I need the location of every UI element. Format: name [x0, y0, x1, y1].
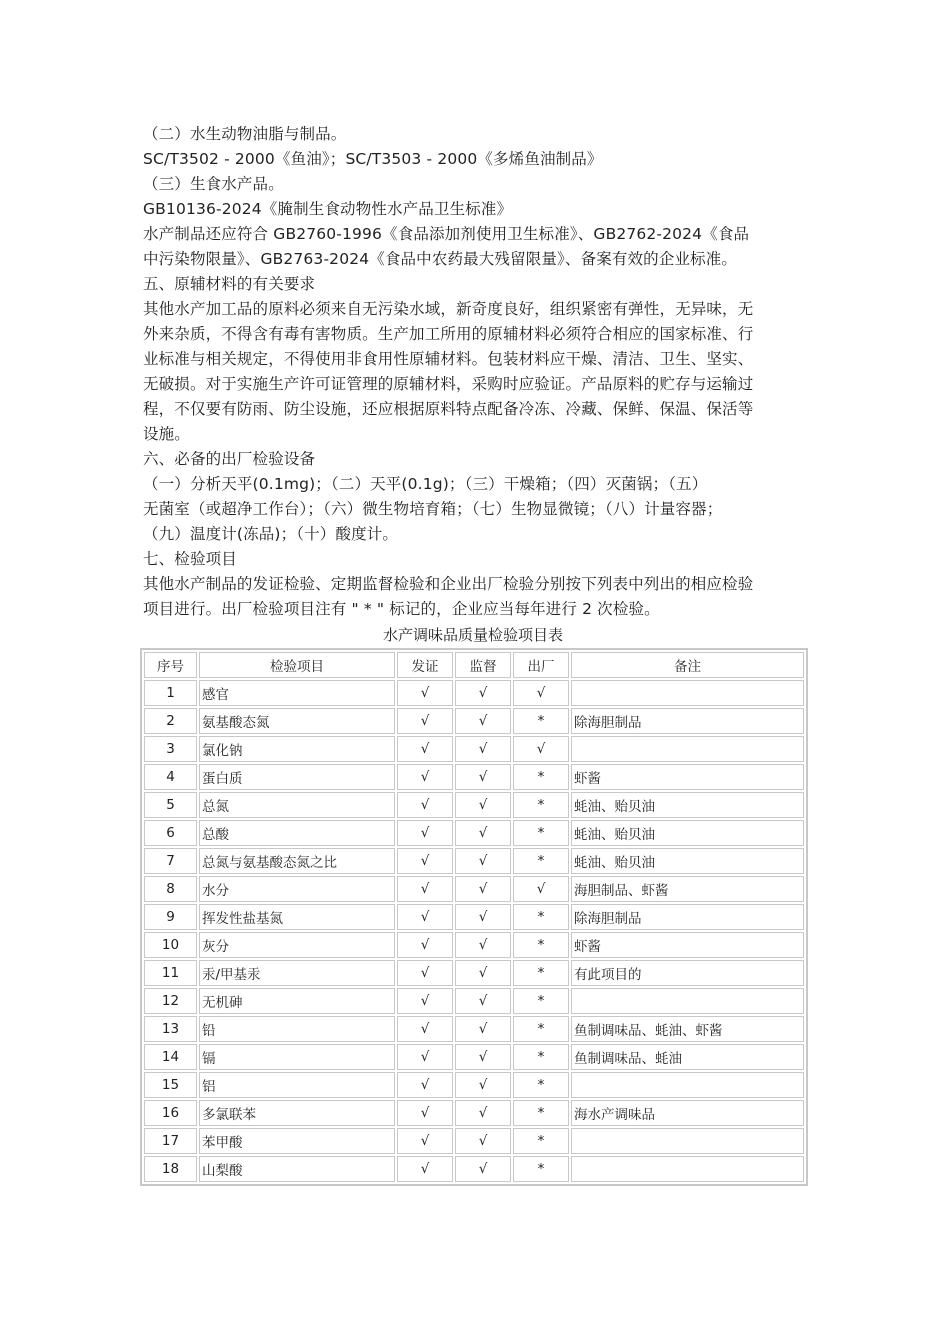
cell-remarks: 除海胆制品 [571, 708, 804, 734]
cell-license: √ [397, 1016, 453, 1042]
table-row [144, 876, 804, 902]
cell-item: 水分 [199, 876, 395, 902]
text-line: 项目进行。出厂检验项目注有 " * " 标记的，企业应当每年进行 2 次检验。 [143, 600, 660, 618]
cell-supervision: √ [455, 820, 511, 846]
cell-item: 铝 [199, 1072, 395, 1098]
cell-factory: * [513, 1100, 569, 1126]
cell-license: √ [397, 1100, 453, 1126]
cell-remarks: 海胆制品、虾酱 [571, 876, 804, 902]
cell-remarks: 蚝油、贻贝油 [571, 820, 804, 846]
text-line: 无破损。对于实施生产许可证管理的原辅材料，采购时应验证。产品原料的贮存与运输过 [143, 375, 754, 393]
cell-factory: * [513, 764, 569, 790]
cell-supervision: √ [455, 1044, 511, 1070]
cell-no: 8 [144, 876, 197, 902]
table-row [144, 932, 804, 958]
cell-no: 6 [144, 820, 197, 846]
text-line: 设施。 [143, 425, 190, 443]
cell-no: 1 [144, 680, 197, 706]
text-line: 中污染物限量》、GB2763-2024《食品中农药最大残留限量》、备案有效的企业标准。 [143, 250, 738, 268]
table-row [144, 848, 804, 874]
cell-factory: √ [513, 876, 569, 902]
table-row [144, 1016, 804, 1042]
cell-remarks: 鱼制调味品、蚝油、虾酱 [571, 1016, 804, 1042]
cell-license: √ [397, 960, 453, 986]
cell-factory: * [513, 1072, 569, 1098]
text-line: 七、检验项目 [143, 550, 237, 568]
cell-license: √ [397, 1072, 453, 1098]
inspection-items-table [140, 648, 808, 1186]
cell-factory: * [513, 960, 569, 986]
text-line: （九）温度计(冻品)；（十）酸度计。 [143, 525, 399, 543]
text-line: 程，不仅要有防雨、防尘设施，还应根据原料特点配备冷冻、冷藏、保鲜、保温、保活等 [143, 400, 754, 418]
text-line: （一）分析天平(0.1mg)；（二）天平(0.1g)；（三）干燥箱；（四）灭菌锅；（五） [143, 475, 708, 493]
cell-remarks: 蚝油、贻贝油 [571, 848, 804, 874]
cell-factory: √ [513, 736, 569, 762]
cell-item: 镉 [199, 1044, 395, 1070]
cell-item: 总氮 [199, 792, 395, 818]
cell-supervision: √ [455, 1156, 511, 1182]
document-text [143, 122, 803, 622]
cell-remarks [571, 1128, 804, 1154]
cell-no: 4 [144, 764, 197, 790]
table-row [144, 736, 804, 762]
table-row [144, 792, 804, 818]
table-row [144, 1100, 804, 1126]
cell-factory: * [513, 932, 569, 958]
cell-remarks [571, 1072, 804, 1098]
cell-factory: * [513, 1156, 569, 1182]
cell-supervision: √ [455, 736, 511, 762]
cell-factory: * [513, 988, 569, 1014]
cell-remarks: 蚝油、贻贝油 [571, 792, 804, 818]
table-row [144, 960, 804, 986]
cell-factory: * [513, 848, 569, 874]
cell-supervision: √ [455, 1072, 511, 1098]
cell-license: √ [397, 988, 453, 1014]
text-line: 其他水产加工品的原料必须来自无污染水域，新奇度良好，组织紧密有弹性，无异味，无 [143, 300, 754, 318]
cell-supervision: √ [455, 764, 511, 790]
cell-supervision: √ [455, 1100, 511, 1126]
cell-item: 多氯联苯 [199, 1100, 395, 1126]
header-remarks: 备注 [571, 652, 804, 678]
text-line: 外来杂质，不得含有毒有害物质。生产加工所用的原辅材料必须符合相应的国家标准、行 [143, 325, 754, 343]
table-row [144, 764, 804, 790]
cell-no: 15 [144, 1072, 197, 1098]
table-row [144, 988, 804, 1014]
cell-no: 16 [144, 1100, 197, 1126]
cell-supervision: √ [455, 1128, 511, 1154]
cell-supervision: √ [455, 932, 511, 958]
header-supervision: 监督 [455, 652, 511, 678]
cell-remarks: 虾酱 [571, 764, 804, 790]
cell-item: 挥发性盐基氮 [199, 904, 395, 930]
cell-license: √ [397, 848, 453, 874]
cell-supervision: √ [455, 876, 511, 902]
cell-factory: * [513, 904, 569, 930]
cell-item: 汞/甲基汞 [199, 960, 395, 986]
cell-remarks [571, 1156, 804, 1182]
cell-remarks [571, 736, 804, 762]
cell-license: √ [397, 792, 453, 818]
cell-item: 氯化钠 [199, 736, 395, 762]
cell-license: √ [397, 764, 453, 790]
cell-license: √ [397, 876, 453, 902]
cell-remarks: 有此项目的 [571, 960, 804, 986]
text-line: GB10136-2024《腌制生食动物性水产品卫生标准》 [143, 200, 513, 218]
table-row [144, 1156, 804, 1182]
table-header-row [144, 652, 804, 678]
cell-license: √ [397, 820, 453, 846]
cell-remarks: 虾酱 [571, 932, 804, 958]
cell-no: 10 [144, 932, 197, 958]
text-line: （三）生食水产品。 [143, 175, 284, 193]
header-factory: 出厂 [513, 652, 569, 678]
text-line: 业标准与相关规定，不得使用非食用性原辅材料。包装材料应干燥、清洁、卫生、坚实、 [143, 350, 754, 368]
table-row [144, 904, 804, 930]
cell-no: 3 [144, 736, 197, 762]
cell-no: 13 [144, 1016, 197, 1042]
cell-no: 18 [144, 1156, 197, 1182]
text-line: 五、原辅材料的有关要求 [143, 275, 316, 293]
cell-item: 蛋白质 [199, 764, 395, 790]
text-line: （二）水生动物油脂与制品。 [143, 125, 347, 143]
cell-license: √ [397, 1156, 453, 1182]
cell-remarks: 海水产调味品 [571, 1100, 804, 1126]
cell-no: 12 [144, 988, 197, 1014]
table-row [144, 1128, 804, 1154]
cell-no: 5 [144, 792, 197, 818]
cell-supervision: √ [455, 960, 511, 986]
cell-supervision: √ [455, 1016, 511, 1042]
cell-license: √ [397, 708, 453, 734]
table-row [144, 820, 804, 846]
table-row [144, 680, 804, 706]
cell-license: √ [397, 904, 453, 930]
table-caption: 水产调味品质量检验项目表 [382, 626, 563, 644]
cell-supervision: √ [455, 904, 511, 930]
cell-factory: * [513, 1128, 569, 1154]
cell-item: 灰分 [199, 932, 395, 958]
header-item: 检验项目 [199, 652, 395, 678]
text-line: 其他水产制品的发证检验、定期监督检验和企业出厂检验分别按下列表中列出的相应检验 [143, 575, 754, 593]
cell-remarks [571, 988, 804, 1014]
table-row [144, 1072, 804, 1098]
cell-supervision: √ [455, 680, 511, 706]
cell-supervision: √ [455, 848, 511, 874]
cell-factory: * [513, 820, 569, 846]
text-line: 六、必备的出厂检验设备 [143, 450, 316, 468]
cell-item: 氨基酸态氮 [199, 708, 395, 734]
cell-factory: √ [513, 680, 569, 706]
text-line: 无菌室（或超净工作台）；（六）微生物培育箱；（七）生物显微镜；（八）计量容器； [143, 500, 723, 518]
cell-factory: * [513, 792, 569, 818]
text-line: 水产制品还应符合 GB2760-1996《食品添加剂使用卫生标准》、GB2762-2024《食品 [143, 225, 750, 243]
cell-no: 9 [144, 904, 197, 930]
cell-item: 铅 [199, 1016, 395, 1042]
cell-factory: * [513, 1016, 569, 1042]
header-no: 序号 [144, 652, 197, 678]
cell-item: 山梨酸 [199, 1156, 395, 1182]
cell-no: 7 [144, 848, 197, 874]
cell-item: 总酸 [199, 820, 395, 846]
cell-item: 无机砷 [199, 988, 395, 1014]
cell-item: 苯甲酸 [199, 1128, 395, 1154]
cell-license: √ [397, 932, 453, 958]
cell-remarks [571, 680, 804, 706]
cell-no: 2 [144, 708, 197, 734]
document-page [143, 122, 803, 1186]
cell-no: 11 [144, 960, 197, 986]
cell-no: 14 [144, 1044, 197, 1070]
cell-remarks: 鱼制调味品、蚝油 [571, 1044, 804, 1070]
cell-no: 17 [144, 1128, 197, 1154]
table-row [144, 1044, 804, 1070]
cell-remarks: 除海胆制品 [571, 904, 804, 930]
text-line: SC/T3502 - 2000《鱼油》；SC/T3503 - 2000《多烯鱼油制品》 [143, 150, 603, 168]
table-row [144, 708, 804, 734]
cell-supervision: √ [455, 792, 511, 818]
cell-factory: * [513, 708, 569, 734]
cell-license: √ [397, 680, 453, 706]
cell-factory: * [513, 1044, 569, 1070]
cell-license: √ [397, 736, 453, 762]
cell-item: 感官 [199, 680, 395, 706]
cell-item: 总氮与氨基酸态氮之比 [199, 848, 395, 874]
cell-supervision: √ [455, 708, 511, 734]
cell-supervision: √ [455, 988, 511, 1014]
cell-license: √ [397, 1044, 453, 1070]
header-license: 发证 [397, 652, 453, 678]
cell-license: √ [397, 1128, 453, 1154]
